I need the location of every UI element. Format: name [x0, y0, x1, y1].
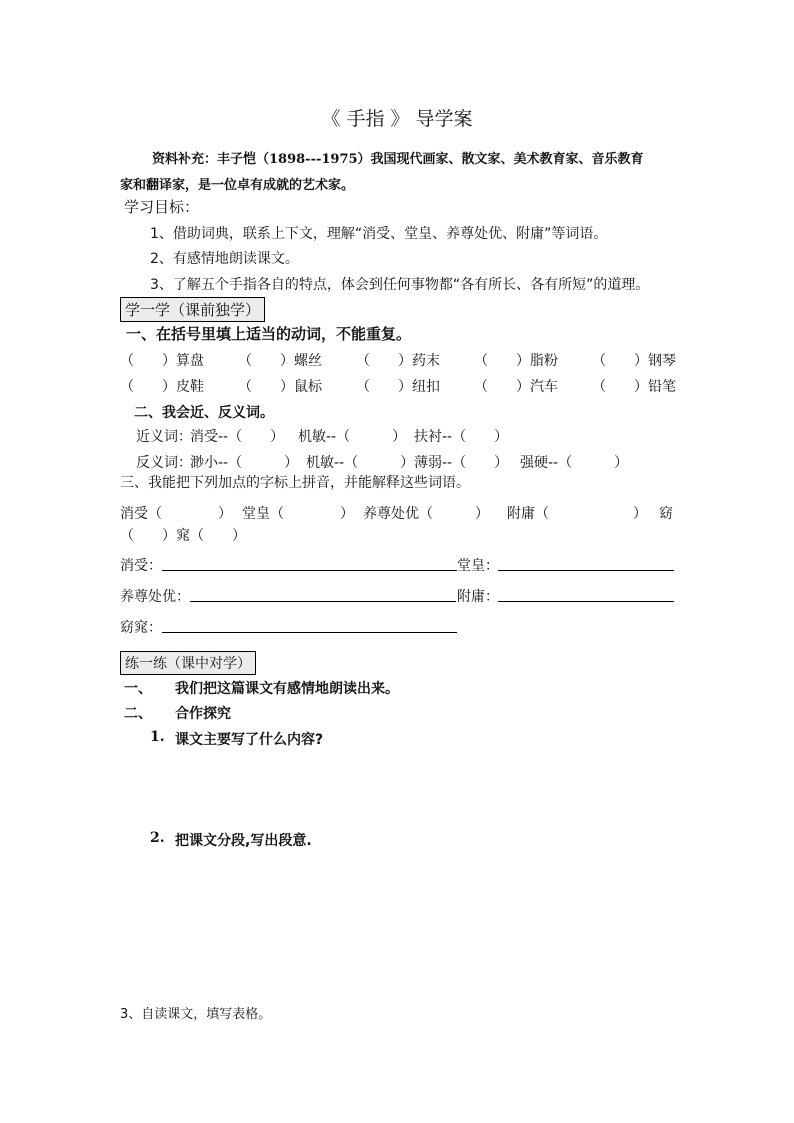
- synonym-item: 消受--（ ）: [190, 429, 285, 445]
- explain-label: 堂皇：: [457, 558, 499, 574]
- synonym-item: 扶衬--（ ）: [414, 429, 509, 445]
- pinyin-item: 消受（ ）: [120, 506, 232, 522]
- answer-line: [498, 601, 674, 602]
- subitem-1-text: 课文主要写了什么内容?: [175, 732, 324, 748]
- answer-line: [162, 632, 457, 633]
- q3-heading: 三、我能把下列加点的字标上拼音，并能解释这些词语。: [120, 475, 470, 491]
- objectives-heading: 学习目标：: [124, 198, 200, 216]
- verb-item: （ ）铅笔: [592, 379, 676, 395]
- item-3-text: 3、自读课文，填写表格。: [120, 1007, 272, 1022]
- page-title: 《 手指 》 导学案: [321, 108, 473, 130]
- synonym-item: 机敏--（ ）: [298, 429, 407, 445]
- section-label-in-class: 练一练（课中对学）: [120, 651, 256, 675]
- verb-item: （ ）脂粉: [474, 353, 558, 369]
- objective-item-3: 3、了解五个手指各自的特点，体会到任何事物都“各有所长、各有所短”的道理。: [150, 277, 650, 293]
- antonym-item: 机敏--（ ）: [306, 455, 415, 471]
- verb-item: （ ）算盘: [120, 353, 204, 369]
- item-2-number: 二、: [124, 706, 152, 722]
- verb-row-2: [120, 376, 676, 396]
- verb-row-1: [120, 350, 676, 370]
- supplement-line-1: 资料补充：丰子恺（1898---1975）我国现代画家、散文家、美术教育家、音乐教育: [152, 152, 644, 167]
- q1-heading: 一、在括号里填上适当的动词，不能重复。: [126, 325, 412, 343]
- antonym-item: 渺小--（ ）: [190, 455, 299, 471]
- answer-line: [162, 570, 457, 571]
- pinyin-item: 窈: [659, 506, 673, 522]
- pinyin-item: 堂皇（ ）: [242, 506, 354, 522]
- pinyin-item: 养尊处优（ ）: [363, 506, 489, 522]
- antonym-item: 强硬--（ ）: [520, 455, 629, 471]
- answer-line: [498, 570, 674, 571]
- q2-heading: 二、我会近、反义词。: [134, 405, 274, 421]
- pinyin-item: （ ）窕（ ）: [120, 528, 246, 544]
- antonym-label: 反义词：: [136, 455, 192, 471]
- verb-item: （ ）药末: [356, 353, 440, 369]
- supplement-line-2: 家和翻译家，是一位卓有成就的艺术家。: [120, 178, 355, 193]
- objective-item-2: 2、有感情地朗读课文。: [150, 251, 299, 267]
- item-1-text: 我们把这篇课文有感情地朗读出来。: [175, 681, 399, 697]
- answer-line: [190, 601, 456, 602]
- subitem-2-text: 把课文分段,写出段意.: [175, 833, 312, 849]
- explain-label: 窈窕：: [120, 620, 162, 636]
- subitem-2-number: 2.: [150, 830, 165, 846]
- section-label-pre-class: 学一学（课前独学）: [120, 297, 265, 322]
- explain-label: 附庸：: [457, 589, 499, 605]
- verb-item: （ ）汽车: [474, 379, 558, 395]
- explain-label: 消受：: [120, 558, 162, 574]
- item-2-text: 合作探究: [175, 706, 231, 722]
- verb-item: （ ）钢琴: [592, 353, 676, 369]
- verb-item: （ ）鼠标: [238, 379, 322, 395]
- verb-item: （ ）螺丝: [238, 353, 322, 369]
- item-1-number: 一、: [124, 681, 152, 697]
- verb-item: （ ）皮鞋: [120, 379, 204, 395]
- explain-label: 养尊处优：: [120, 589, 190, 605]
- pinyin-item: 附庸（ ）: [507, 506, 647, 522]
- antonym-item: 薄弱--（ ）: [414, 455, 509, 471]
- objective-item-1: 1、借助词典，联系上下文，理解“消受、堂皇、养尊处优、附庸”等词语。: [150, 226, 608, 242]
- synonym-label: 近义词：: [136, 429, 192, 445]
- verb-item: （ ）纽扣: [356, 379, 440, 395]
- subitem-1-number: 1.: [150, 729, 165, 745]
